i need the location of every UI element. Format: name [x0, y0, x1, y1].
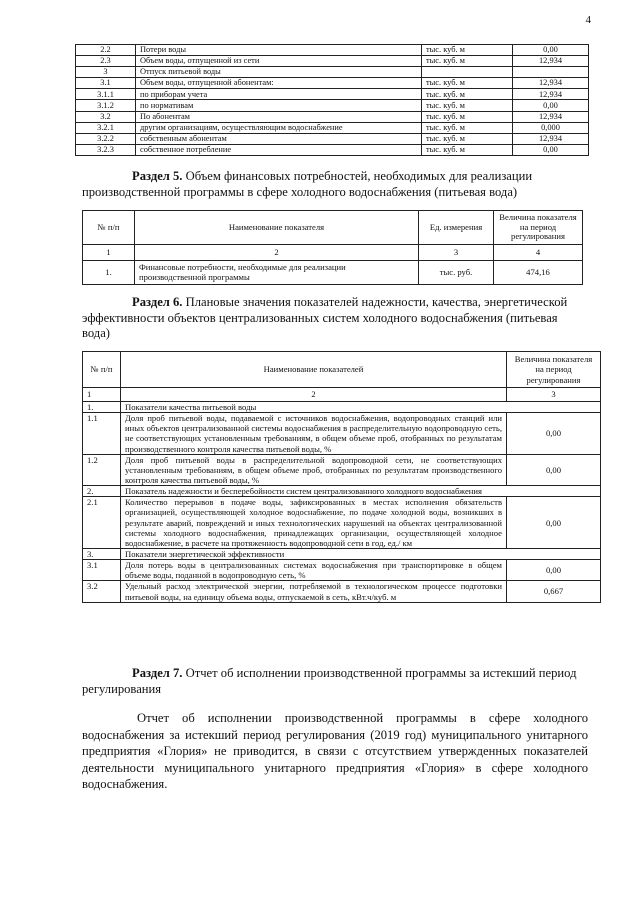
t2-header-name: Наименование показателя — [135, 211, 419, 245]
table-row — [83, 497, 601, 549]
table-row — [76, 133, 589, 144]
t3-index-2: 2 — [121, 388, 507, 402]
t3-header-value: Величина показателя на период регулирования — [507, 352, 601, 388]
t3-cell-name: Показатель надежности и бесперебойности систем централизованного холодного водоснабжения — [121, 486, 601, 497]
t1-cell-unit: тыс. куб. м — [422, 56, 513, 67]
t3-cell-name: Доля проб питьевой воды в распределительной водопроводной сети, не соответствующих установленным требованиям, в общем объеме проб, отобранных по результатам производственного контроля качества питьевой воды, % — [121, 454, 507, 485]
t3-cell-value: 0,00 — [507, 497, 601, 549]
page-number: 4 — [585, 14, 591, 26]
t3-cell-num: 2. — [83, 486, 121, 497]
table-row — [76, 89, 589, 100]
t1-cell-value: 12,934 — [513, 111, 589, 122]
t1-cell-unit: тыс. куб. м — [422, 78, 513, 89]
report-paragraph: Отчет об исполнении производственной программы в сфере холодного водоснабжения за истекший период регулирования (2019 год) муниципального унитарного предприятия «Глория» не приводится, в связи с отсутствием утвержденных показателей деятельности муниципального унитарного предприятия «Глория» в сфере холодного водоснабжения. — [82, 711, 588, 792]
t1-cell-num: 3.2.3 — [76, 144, 136, 155]
section-5-label: Раздел 5. — [132, 169, 183, 183]
t3-cell-num: 3.1 — [83, 560, 121, 581]
table-row — [76, 67, 589, 78]
section-7-heading — [82, 666, 588, 697]
t1-cell-value: 12,934 — [513, 89, 589, 100]
t3-header-num: № п/п — [83, 352, 121, 388]
t1-cell-num: 2.2 — [76, 45, 136, 56]
t1-cell-name: Объем воды, отпущенной абонентам: — [136, 78, 422, 89]
table-row — [76, 122, 589, 133]
t1-cell-unit — [422, 67, 513, 78]
t3-cell-num: 1.2 — [83, 454, 121, 485]
table-row — [76, 111, 589, 122]
t1-cell-name: другим организациям, осуществляющим водоснабжение — [136, 122, 422, 133]
t1-cell-num: 3.2.1 — [76, 122, 136, 133]
t2-header-unit: Ед. измерения — [419, 211, 494, 245]
t2-header-num: № п/п — [83, 211, 135, 245]
t2-row-unit: тыс. руб. — [419, 261, 494, 285]
t2-index-4: 4 — [494, 245, 583, 261]
t3-cell-num: 2.1 — [83, 497, 121, 549]
table-row — [83, 560, 601, 581]
t1-cell-unit: тыс. куб. м — [422, 111, 513, 122]
table-row — [83, 454, 601, 485]
t1-cell-num: 3 — [76, 67, 136, 78]
t2-index-2: 2 — [135, 245, 419, 261]
t2-row-name: Финансовые потребности, необходимые для реализации производственной программы — [135, 261, 419, 285]
t3-cell-name: Удельный расход электрической энергии, потребляемой в технологическом процессе подготовки питьевой воды, на единицу объема воды, отпускаемой в сеть, кВт.ч/куб. м — [121, 581, 507, 602]
t3-index-1: 1 — [83, 388, 121, 402]
t1-cell-value: 12,934 — [513, 78, 589, 89]
t3-cell-name: Показатели качества питьевой воды — [121, 402, 601, 413]
t1-cell-unit: тыс. куб. м — [422, 122, 513, 133]
t1-cell-unit: тыс. куб. м — [422, 144, 513, 155]
t3-cell-value: 0,00 — [507, 560, 601, 581]
t3-cell-name: Доля потерь воды в централизованных системах водоснабжения при транспортировке в общем объеме воды, поданной в водопроводную сеть, % — [121, 560, 507, 581]
table-row — [76, 56, 589, 67]
t1-cell-value: 0,00 — [513, 100, 589, 111]
indicators-table — [82, 351, 601, 603]
t3-cell-num: 1.1 — [83, 413, 121, 455]
t3-cell-num: 3.2 — [83, 581, 121, 602]
t2-index-1: 1 — [83, 245, 135, 261]
t1-cell-unit: тыс. куб. м — [422, 45, 513, 56]
t1-cell-num: 3.2.2 — [76, 133, 136, 144]
table-row — [76, 78, 589, 89]
section-6-heading — [82, 295, 588, 342]
t1-cell-name: Объем воды, отпущенной из сети — [136, 56, 422, 67]
t1-cell-unit: тыс. куб. м — [422, 100, 513, 111]
t1-cell-value — [513, 67, 589, 78]
t1-cell-name: собственным абонентам — [136, 133, 422, 144]
t2-row-num: 1. — [83, 261, 135, 285]
t1-cell-num: 3.1 — [76, 78, 136, 89]
t3-index-3: 3 — [507, 388, 601, 402]
table-row — [76, 100, 589, 111]
t1-cell-name: Отпуск питьевой воды — [136, 67, 422, 78]
t1-cell-value: 12,934 — [513, 133, 589, 144]
t1-cell-value: 0,00 — [513, 144, 589, 155]
t1-cell-unit: тыс. куб. м — [422, 133, 513, 144]
t2-row-value: 474,16 — [494, 261, 583, 285]
t3-cell-name: Доля проб питьевой воды, подаваемой с источников водоснабжения, водопроводных станций или иных объектов централизованной системы водоснабжения в распределительную водопроводную сеть, не соответствующих установленным требованиям, в общем объеме проб, отобранных по результатам производственного контроля качества питьевой воды, % — [121, 413, 507, 455]
t1-cell-value: 12,934 — [513, 56, 589, 67]
t3-cell-value: 0,00 — [507, 454, 601, 485]
t3-cell-value: 0,00 — [507, 413, 601, 455]
t2-index-3: 3 — [419, 245, 494, 261]
table-row — [83, 548, 601, 559]
t3-header-name: Наименование показателей — [121, 352, 507, 388]
table-row — [83, 581, 601, 602]
t1-cell-name: по нормативам — [136, 100, 422, 111]
section-5-heading — [82, 169, 582, 200]
section-6-label: Раздел 6. — [132, 295, 183, 309]
t1-cell-unit: тыс. куб. м — [422, 89, 513, 100]
table-row — [76, 45, 589, 56]
t1-cell-num: 2.3 — [76, 56, 136, 67]
section-6-title: Плановые значения показателей надежности, качества, энергетической эффективности объектов централизованных систем холодного водоснабжения (питьевая вода) — [82, 295, 568, 340]
t1-cell-name: по приборам учета — [136, 89, 422, 100]
t1-cell-num: 3.2 — [76, 111, 136, 122]
t3-cell-value: 0,667 — [507, 581, 601, 602]
t3-cell-num: 1. — [83, 402, 121, 413]
t1-cell-num: 3.1.1 — [76, 89, 136, 100]
t1-cell-name: Потери воды — [136, 45, 422, 56]
t3-cell-name: Количество перерывов в подаче воды, зафиксированных в местах исполнения обязательств организацией, осуществляющей холодное водоснабжение, по подаче холодной воды, возникших в результате аварий, повреждений и иных технологических нарушений на объектах централизованной системы холодного водоснабжения, принадлежащих организации, осуществляющей холодное водоснабжение, в расчете на протяженность водопроводной сети в год, ед./ км — [121, 497, 507, 549]
section-7-label: Раздел 7. — [132, 666, 183, 680]
t2-header-value: Величина показателя на период регулирования — [494, 211, 583, 245]
water-balance-table — [75, 44, 589, 156]
t1-cell-value: 0,000 — [513, 122, 589, 133]
table-row — [83, 402, 601, 413]
t1-cell-name: собственное потребление — [136, 144, 422, 155]
table-row — [83, 486, 601, 497]
t3-cell-name: Показатели энергетической эффективности — [121, 548, 601, 559]
table-row — [83, 413, 601, 455]
t1-cell-value: 0,00 — [513, 45, 589, 56]
table-row — [76, 144, 589, 155]
t1-cell-name: По абонентам — [136, 111, 422, 122]
financial-needs-table — [82, 210, 583, 285]
t3-cell-num: 3. — [83, 548, 121, 559]
t1-cell-num: 3.1.2 — [76, 100, 136, 111]
section-7-title: Отчет об исполнении производственной программы за истекший период регулирования — [82, 666, 577, 696]
section-5-title: Объем финансовых потребностей, необходимых для реализации производственной программы в сфере холодного водоснабжения (питьевая вода) — [82, 169, 533, 199]
